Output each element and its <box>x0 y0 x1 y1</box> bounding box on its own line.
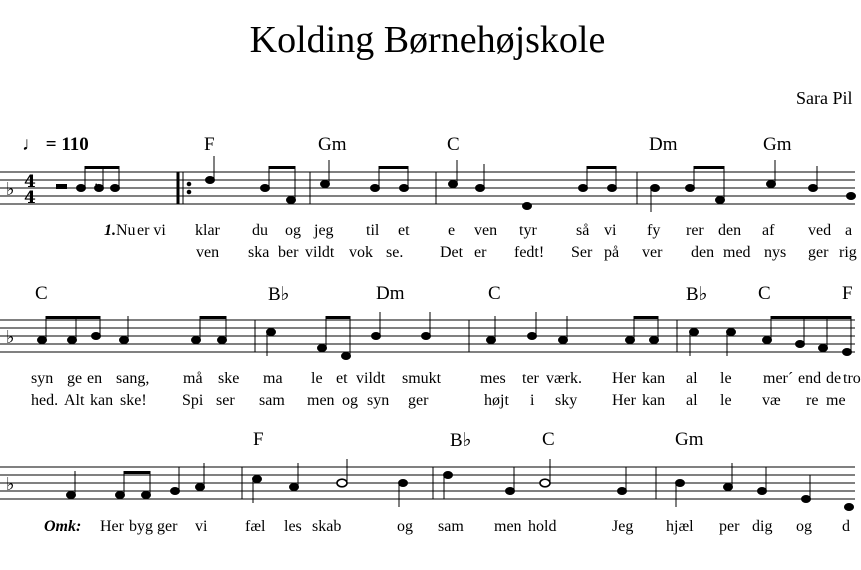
chord-symbol: C <box>447 134 460 155</box>
lyric-syllable: rer <box>686 222 704 239</box>
lyric-syllable: ge <box>67 370 83 387</box>
lyric-syllable: jeg <box>314 222 334 239</box>
lyric-syllable: til <box>366 222 380 239</box>
lyric-syllable: værk. <box>546 370 582 387</box>
lyric-syllable: de <box>826 370 842 387</box>
svg-text:4: 4 <box>24 172 36 192</box>
lyric-syllable: fæl <box>245 518 266 535</box>
lyric-syllable: Ser <box>571 244 593 261</box>
chord-symbol: F <box>842 283 853 304</box>
lyric-syllable: den <box>691 244 715 261</box>
chord-symbol: Gm <box>763 134 792 155</box>
lyric-syllable: fedt! <box>514 244 545 261</box>
lyric-syllable: mes <box>480 370 506 387</box>
lyric-syllable: skab <box>312 518 342 535</box>
lyric-syllable: et <box>336 370 348 387</box>
verse-number: 1. <box>104 222 116 239</box>
lyric-syllable: e <box>448 222 456 239</box>
chord-symbol: Gm <box>318 134 347 155</box>
lyric-syllable: sang, <box>116 370 150 387</box>
chord-symbol: C <box>488 283 501 304</box>
lyric-syllable: ved <box>808 222 832 239</box>
lyric-syllable: vildt <box>356 370 386 387</box>
lyric-syllable: al <box>686 392 698 409</box>
lyric-syllable: d <box>842 518 850 535</box>
lyric-syllable: en <box>87 370 103 387</box>
lyric-syllable: per <box>719 518 740 535</box>
lyric-syllable: og <box>342 392 358 409</box>
lyric-syllable: et <box>398 222 410 239</box>
lyric-syllable: og <box>285 222 301 239</box>
lyric-syllable: vi <box>604 222 617 239</box>
lyric-syllable: ger <box>157 518 178 535</box>
lyric-syllable: Det <box>440 244 464 261</box>
svg-text:♭: ♭ <box>6 179 15 200</box>
chord-symbol: Dm <box>649 134 678 155</box>
lyric-syllable: vildt <box>305 244 335 261</box>
lyric-syllable: le <box>720 392 732 409</box>
lyric-syllable: Jeg <box>612 518 634 535</box>
lyric-syllable: ska <box>248 244 270 261</box>
lyric-syllable: le <box>720 370 732 387</box>
lyric-syllable: højt <box>484 392 509 409</box>
lyric-syllable: klar <box>195 222 220 239</box>
lyric-syllable: væ <box>762 392 781 409</box>
lyric-syllable: mer´ <box>763 370 794 387</box>
chord-symbol: F <box>204 134 215 155</box>
chord-symbol: B♭ <box>686 284 708 305</box>
lyric-syllable: end <box>798 370 822 387</box>
chord-symbol: Gm <box>675 429 704 450</box>
lyric-syllable: ske! <box>120 392 147 409</box>
lyric-syllable: byg <box>129 518 153 535</box>
lyric-syllable: Her <box>100 518 124 535</box>
svg-text:4: 4 <box>24 188 36 208</box>
lyric-syllable: Nu <box>116 222 136 239</box>
lyric-syllable: ber <box>278 244 299 261</box>
lyric-syllable: ger <box>808 244 829 261</box>
lyric-syllable: a <box>845 222 853 239</box>
lyric-syllable: så <box>576 222 590 239</box>
lyric-syllable: Alt <box>64 392 85 409</box>
chord-symbol: B♭ <box>450 430 472 451</box>
chord-symbol: Dm <box>376 283 405 304</box>
lyric-syllable: og <box>796 518 812 535</box>
lyric-syllable: kan <box>642 392 666 409</box>
svg-text:♭: ♭ <box>6 474 15 495</box>
lyric-syllable: er <box>474 244 487 261</box>
lyric-syllable: syn <box>367 392 390 409</box>
lyric-syllable: ver <box>642 244 663 261</box>
chord-symbol: F <box>253 429 264 450</box>
lyric-syllable: smukt <box>402 370 442 387</box>
lyric-syllable: kan <box>642 370 666 387</box>
lyric-syllable: ven <box>196 244 220 261</box>
lyric-syllable: vi <box>195 518 208 535</box>
lyric-syllable: men <box>307 392 335 409</box>
lyric-syllable: re <box>806 392 819 409</box>
composer-name: Sara Pil <box>796 88 853 108</box>
lyric-syllable: tro <box>843 370 861 387</box>
refrain-label: Omk: <box>44 518 82 535</box>
lyric-syllable: du <box>252 222 268 239</box>
chord-symbol: C <box>542 429 555 450</box>
lyric-syllable: sam <box>438 518 464 535</box>
lyric-syllable: hed. <box>31 392 59 409</box>
clef-signatures <box>6 172 36 495</box>
lyric-syllable: den <box>718 222 742 239</box>
lyric-syllable: på <box>604 244 620 261</box>
lyric-syllable: dig <box>752 518 773 535</box>
lyric-syllable: kan <box>90 392 114 409</box>
lyric-syllable: Spi <box>182 392 204 409</box>
lyric-syllable: Her <box>612 392 636 409</box>
lyric-syllable: er vi <box>137 222 166 239</box>
lyric-syllable: le <box>311 370 323 387</box>
lyric-syllable: ter <box>522 370 539 387</box>
lyric-syllable: sam <box>259 392 285 409</box>
lyric-syllable: rig <box>839 244 857 261</box>
lyric-syllable: sky <box>555 392 578 409</box>
lyric-syllable: i <box>530 392 535 409</box>
lyric-syllable: og <box>397 518 413 535</box>
chord-symbol: B♭ <box>268 284 290 305</box>
lyric-syllable: les <box>284 518 302 535</box>
tempo-marking: ♩ = 110 <box>22 134 89 155</box>
lyric-syllable: hold <box>528 518 557 535</box>
lyric-syllable: ma <box>263 370 283 387</box>
song-title: Kolding Børnehøjskole <box>249 19 606 61</box>
lyric-syllable: af <box>762 222 775 239</box>
lyric-syllable: fy <box>647 222 661 239</box>
lyric-syllable: med <box>723 244 751 261</box>
lyric-syllable: ske <box>218 370 240 387</box>
lyric-syllable: ven <box>474 222 498 239</box>
lyric-syllable: Her <box>612 370 636 387</box>
chord-symbol: C <box>35 283 48 304</box>
lyric-syllable: ger <box>408 392 429 409</box>
lyric-syllable: hjæl <box>666 518 694 535</box>
svg-text:♭: ♭ <box>6 327 15 348</box>
lyric-syllable: syn <box>31 370 54 387</box>
lyric-syllable: me <box>826 392 846 409</box>
chord-symbol: C <box>758 283 771 304</box>
lyric-syllable: må <box>183 370 203 387</box>
lyric-syllable: al <box>686 370 698 387</box>
lyric-syllable: men <box>494 518 522 535</box>
lyric-syllable: nys <box>764 244 787 261</box>
lyric-syllable: se. <box>386 244 404 261</box>
lyric-syllable: vok <box>349 244 373 261</box>
lyric-syllable: ser <box>216 392 235 409</box>
lyric-syllable: tyr <box>519 222 537 239</box>
